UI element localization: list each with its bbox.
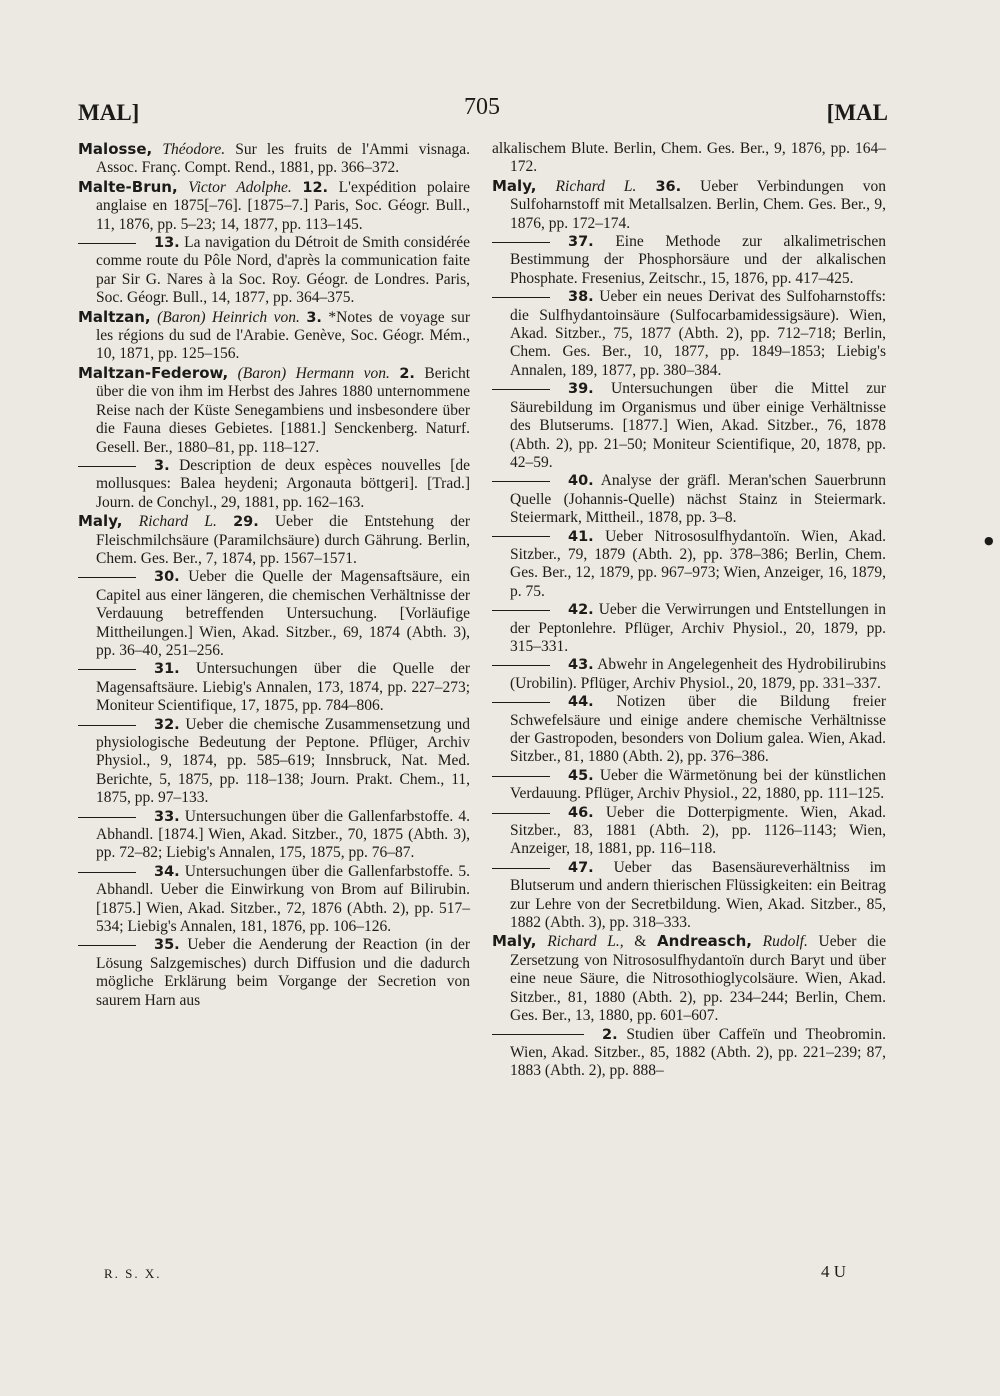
entry-text: Ueber Verbindungen von Sulfoharnstoff mit Metallsalzen. Berlin, Chem. Ges. Ber., 9, 1876, pp. 172–174. (510, 177, 887, 232)
entry-number: 12. (302, 179, 329, 196)
footer-signature: R. S. X. (104, 1266, 162, 1281)
running-header (78, 94, 888, 134)
ditto-rule (492, 776, 550, 777)
entry-number: 43. (568, 657, 594, 674)
entry-text: Bericht über die von ihm im Herbst des Jahres 1880 unternommene Reise nach der Küste Senegambiens und insbesondere über die Fauna dieses Gebietes. [1881.] Senckenberg. Naturf. Gesell. Ber., 1880–81, pp. 118–127. (96, 364, 471, 456)
bibliography-entry (492, 693, 886, 767)
entry-text: *Notes de voyage sur les régions du sud de l'Arabie. Genève, Soc. Géogr. Mém., 10, 1871, pp. 125–156. (96, 308, 471, 363)
entry-number: 37. (568, 234, 594, 251)
ditto-rule (492, 665, 550, 666)
coauthor-given-name: Rudolf. (762, 933, 808, 951)
bibliography-entry (78, 568, 470, 660)
entry-number: 29. (233, 514, 259, 531)
entry-text: Eine Methode zur alkalimetrischen Bestimmung der Phosphorsäure und der alkalischen Phosphate. Fresenius, Zeitschr., 15, 1876, pp. 417–425. (510, 233, 886, 287)
entry-text: Ueber die Entstehung der Fleischmilchsäure (Paramilchsäure) durch Gährung. Berlin, Chem. Ges. Ber., 7, 1874, pp. 1567–1571. (96, 513, 471, 567)
ditto-rule (78, 945, 136, 946)
entry-number: 3. (154, 457, 170, 474)
ditto-rule (78, 872, 136, 873)
bibliography-entry (492, 859, 886, 933)
entry-text: Analyse der gräfl. Meran'schen Sauerbrunn Quelle (Johannis-Quelle) nächst Stainz in Steiermark. Steiermark, Mittheil., 1878, pp. 3–8. (510, 472, 886, 527)
author-given-name: Richard L., (547, 933, 624, 951)
entry-number: 30. (154, 569, 180, 586)
entry-number: 2. (602, 1026, 618, 1043)
bibliography-entry (78, 308, 470, 364)
ditto-rule (78, 577, 136, 578)
bibliography-entry (78, 660, 470, 715)
entry-text: Untersuchungen über die Mittel zur Säurebildung im Organismus und über einige Verhältnisse des Blutserums. [1877.] Wien, Akad. Sitzber., 76, 1878 (Abth. 2), pp. 21–50; Moniteur Scientifique, 20, 1878, pp. 42–59. (510, 380, 886, 471)
bibliography-entry (492, 601, 886, 656)
entry-number: 42. (568, 602, 594, 619)
ditto-rule (78, 669, 136, 670)
author-name: Malosse, (78, 140, 153, 158)
margin-mark: ● (984, 534, 994, 547)
entry-text: Sur les fruits de l'Ammi visnaga. Assoc. Franç. Compt. Rend., 1881, pp. 366–372. (96, 141, 470, 177)
entry-text: Ueber die chemische Zusammensetzung und physiologische Bedeutung der Peptone. Pflüger, Archiv Physiol., 9, 1874, pp. 585–619; Innsbruck, Nat. Med. Berichte, 5, 1875, pp. 118–138; Journ. Prakt. Chem., 11, 1875, pp. 97–133. (96, 715, 470, 807)
bibliography-entry (492, 528, 886, 602)
entry-number: 45. (568, 767, 594, 784)
bibliography-entry (492, 804, 886, 859)
entry-text: L'expédition polaire anglaise en 1875[–76]. [1875–7.] Paris, Soc. Géogr. Bull., 11, 1876, pp. 5–23; 14, 1877, pp. 113–145. (96, 178, 471, 233)
entry-number: 34. (154, 863, 180, 880)
author-name: Maly, (492, 932, 537, 951)
author-name: Maltzan, (78, 307, 151, 326)
bibliography-entry (492, 472, 886, 527)
entry-text: Untersuchungen über die Gallenfarbstoffe. 4. Abhandl. [1874.] Wien, Akad. Sitzber., 70, 1875 (Abth. 3), pp. 72–82; Liebig's Annalen, 175, 1875, pp. 76–87. (96, 807, 470, 862)
entry-number: 38. (568, 289, 594, 306)
bibliography-entry (78, 457, 470, 512)
bibliography-entry (492, 233, 886, 288)
bibliography-entry (78, 234, 470, 308)
bibliography-entry (492, 1026, 886, 1081)
bibliography-entry (78, 936, 470, 1010)
bibliography-entry (492, 177, 886, 233)
entry-number: 13. (154, 235, 180, 252)
ditto-rule (492, 1034, 584, 1035)
entry-number: 47. (568, 859, 594, 876)
entry-text: Ueber Nitrososulfhydantoïn. Wien, Akad. Sitzber., 79, 1879 (Abth. 2), pp. 378–386; Berlin, Chem. Ges. Ber., 12, 1879, pp. 967–973; Wien, Anzeiger, 16, 1879, p. 75. (510, 527, 886, 600)
left-column (78, 140, 470, 1010)
ditto-rule (492, 813, 550, 814)
ditto-rule (492, 868, 550, 869)
ditto-rule (492, 297, 550, 298)
entry-text: Ueber die Verwirrungen und Entstellungen in der Peptonlehre. Pflüger, Archiv Physiol., 20, 1879, pp. 315–331. (510, 601, 886, 655)
author-name: Maly, (492, 176, 537, 195)
author-given-name: Richard L. (138, 513, 217, 531)
author-given-name: (Baron) Heinrich von. (157, 308, 300, 326)
ditto-rule (78, 243, 136, 244)
entry-text: Ueber die Zersetzung von Nitrososulfhydantoïn durch Baryt und über eine neue Säure, die Nitrosothioglycolsäure. Wien, Akad. Sitzber., 81, 1880 (Abth. 2), pp. 234–244; Berlin, Chem. Ges. Ber., 13, 1880, pp. 601–607. (510, 933, 887, 1025)
author-given-name: Victor Adolphe. (188, 178, 292, 196)
author-name: Maltzan-Federow, (78, 363, 229, 382)
ditto-rule (492, 481, 550, 482)
entry-number: 46. (568, 804, 594, 821)
ditto-rule (78, 466, 136, 467)
author-given-name: Théodore. (162, 141, 226, 158)
bibliography-entry (78, 364, 470, 457)
ditto-rule (492, 702, 550, 703)
entry-number: 2. (399, 365, 415, 382)
page-number: 705 (464, 94, 500, 120)
entry-number: 44. (568, 694, 594, 711)
entry-text: Untersuchungen über die Quelle der Magensaftsäure. Liebig's Annalen, 173, 1874, pp. 227–273; Moniteur Scientifique, 17, 1875, pp. 784–806. (96, 660, 470, 715)
bibliography-entry (78, 808, 470, 863)
author-given-name: Richard L. (555, 177, 637, 195)
ditto-rule (492, 389, 550, 390)
bibliography-entry (492, 288, 886, 380)
entry-number: 3. (306, 309, 322, 326)
entry-text: Ueber die Wärmetönung bei der künstlichen Verdauung. Pflüger, Archiv Physiol., 22, 1880, pp. 111–125. (510, 766, 886, 803)
entry-number: 40. (568, 473, 594, 490)
author-name: Maly, (78, 512, 123, 531)
header-left: MAL] (78, 100, 140, 125)
entry-number: 41. (568, 528, 594, 545)
entry-number: 33. (154, 808, 180, 825)
ditto-rule (492, 536, 550, 537)
bibliography-entry (492, 140, 886, 177)
entry-text: Ueber die Quelle der Magensaftsäure, ein Capitel aus einer längeren, die chemischen Verhältnisse der Verdauung betreffenden Untersuchung. [Vorläufige Mittheilungen.] Wien, Akad. Sitzber., 69, 1874 (Abth. 3), pp. 36–40, 251–256. (96, 568, 470, 659)
entry-number: 32. (154, 716, 180, 733)
header-right: [MAL (826, 100, 888, 125)
entry-text: alkalischem Blute. Berlin, Chem. Ges. Ber., 9, 1876, pp. 164–172. (492, 140, 886, 176)
entry-text: Ueber die Dotterpigmente. Wien, Akad. Sitzber., 83, 1881 (Abth. 2), pp. 1126–1143; Wien, Anzeiger, 18, 1881, pp. 116–118. (510, 803, 886, 858)
entry-number: 35. (154, 937, 180, 954)
bibliography-entry (78, 716, 470, 808)
author-connector: & (623, 933, 658, 951)
bibliography-entry (78, 140, 470, 178)
entry-text: Ueber das Basensäureverhältniss im Blutserum und andern thierischen Flüssigkeiten: ein Beitrag zur Lehre von der Secretbildung. Wien, Akad. Sitzber., 85, 1882 (Abth. 3), pp. 318–333. (510, 858, 886, 932)
bibliography-entry (492, 767, 886, 804)
bibliography-entry (492, 932, 886, 1025)
ditto-rule (492, 242, 550, 243)
entry-text: Untersuchungen über die Gallenfarbstoffe. 5. Abhandl. Ueber die Einwirkung von Brom auf Bilirubin. [1875.] Wien, Akad. Sitzber., 72, 1876 (Abth. 2), pp. 517–534; Liebig's Annalen, 181, 1876, pp. 106–126. (96, 862, 470, 936)
entry-text: Ueber die Aenderung der Reaction (in der Lösung Salzgemisches) durch Diffusion und die dadurch mögliche Erklärung beim Vorgange der Secretion von saurem Harn aus (96, 936, 470, 1009)
author-given-name: (Baron) Hermann von. (237, 364, 390, 382)
entry-text: Studien über Caffeïn und Theobromin. Wien, Akad. Sitzber., 85, 1882 (Abth. 2), pp. 221–239; 87, 1883 (Abth. 2), pp. 888– (510, 1025, 886, 1080)
footer-gathering: 4 U (821, 1262, 847, 1281)
entry-text: La navigation du Détroit de Smith considérée comme route du Pôle Nord, d'après la communication faite par Sir G. Nares à la Soc. Roy. Géogr. de Londres. Paris, Soc. Géogr. Bull., 14, 1877, pp. 364–375. (96, 234, 470, 307)
bibliography-entry (78, 863, 470, 937)
author-name: Malte-Brun, (78, 177, 178, 196)
ditto-rule (78, 817, 136, 818)
entry-text: Ueber ein neues Derivat des Sulfoharnstoffs: die Sulfhydantoinsäure (Sulfocarbamidessigsäure). Wien, Akad. Sitzber., 75, 1877 (Abth. 2), pp. 712–718; Berlin, Chem. Ges. Ber., 10, 1877, pp. 1849–1853; Liebig's Annalen, 189, 1877, pp. 380–384. (510, 288, 886, 379)
entry-text: Description de deux espèces nouvelles [de mollusques: Balea heydeni; Argonauta böttgeri]. [Trad.] Journ. de Conchyl., 29, 1881, pp. 162–163. (96, 456, 470, 511)
right-column (492, 140, 886, 1081)
entry-number: 39. (568, 381, 594, 398)
coauthor-name: Andreasch, (657, 932, 752, 951)
ditto-rule (492, 610, 550, 611)
ditto-rule (78, 725, 136, 726)
bibliography-entry (78, 178, 470, 234)
entry-number: 36. (655, 178, 682, 195)
bibliography-entry (492, 656, 886, 693)
entry-number: 31. (154, 661, 180, 678)
bibliography-entry (492, 380, 886, 472)
entry-text: Notizen über die Bildung freier Schwefelsäure und einige andere chemische Verhältnisse der Gastropoden, besonders von Dolium galea. Wien, Akad. Sitzber., 81, 1880 (Abth. 2), pp. 376–386. (510, 693, 886, 766)
bibliography-entry (78, 512, 470, 568)
entry-text: Abwehr in Angelegenheit des Hydrobilirubins (Urobilin). Pflüger, Archiv Physiol., 20, 1879, pp. 331–337. (510, 656, 886, 692)
